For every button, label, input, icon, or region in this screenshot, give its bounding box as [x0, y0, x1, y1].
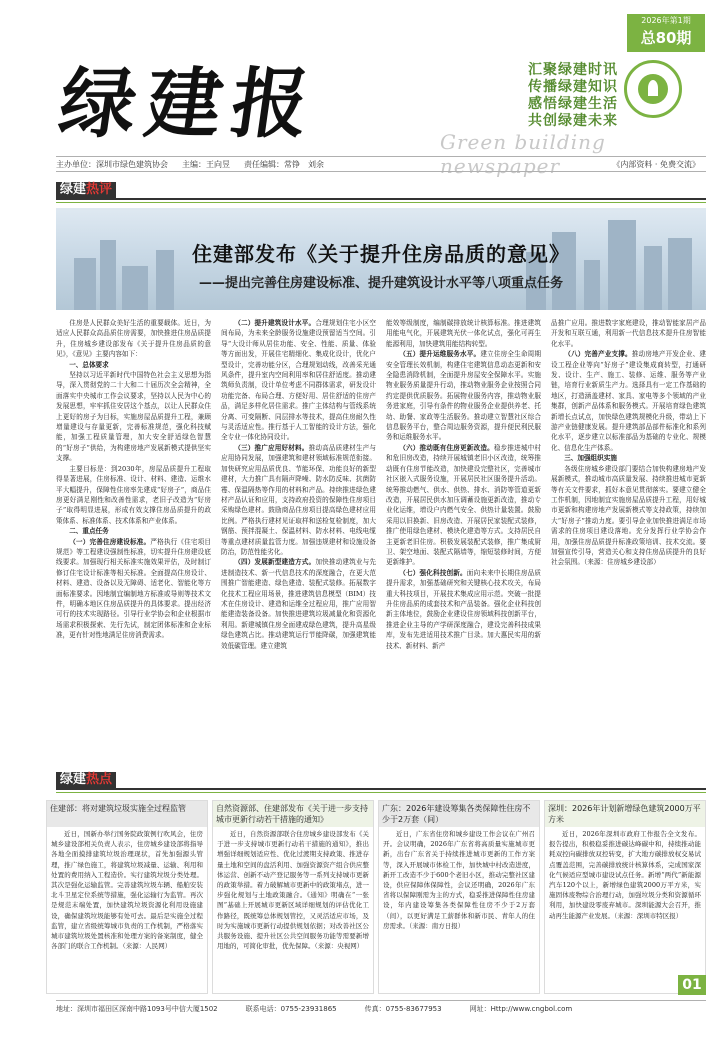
sponsor: 主办单位：深圳市绿色建筑协会: [56, 159, 168, 169]
article-column-1: [56, 318, 211, 694]
subheading: 二、重点任务: [69, 527, 109, 536]
paragraph: 主要目标是：到2030年，房屋品质提升工程取得显著进展，住房标准、设计、材料、建造、运维水平大幅提升，保障性住房率先建成“好房子”，商品住房更好满足刚性和改善性需求，老旧子改造为“好房子”取得明显进展，形成有效支撑住房品质提升的政策体系、标准体系、技术体系和产业体系。: [56, 464, 211, 525]
lead-in: （七）强化科技创新。: [399, 568, 467, 577]
slogan-3: 感悟绿建生活: [528, 96, 618, 112]
news-body: 近日，广东省住房和城乡建设工作会议在广州召开。会议明确，2026年广东省将高质量实施城市更新，出台广东省关于持续推进城市更新的工作方案等，深入开展城市体检工作，加快城中村改造进度，新开工改造不少于600个老旧小区，推动完整社区建设，供应保障体保障性，会议还明确，2026年广东省将以保障刚需为主的方式，稳妥推进保障性住房建设，年内建设筹集各类保障性住房不少于2万套（间），以更好满足工薪群体和新市民、青年人的住房需求。（来源：南方日报）: [383, 830, 535, 930]
section-tag: [56, 772, 116, 788]
footer-website[interactable]: 网址：Http://www.cngbol.com: [469, 1004, 573, 1013]
paragraph: [221, 557, 376, 651]
lead-in: （四）发展新型建造方式。: [234, 558, 316, 567]
section-rule-green: [56, 202, 706, 203]
paragraph-text: 合理规划住宅小区空间布局，为未来全龄服务设施建设预留适当空间。引导“大设计师从居住功能、安全、性能、质量、体验等方面出发，开展住宅精细化、集成化设计，优化户型设计，完善功能分区，合理规划动线，改善采光通风条件，提升室内空间利用率和居住舒适度。推动建筑师负责制，设计单位考虑不同群体需求，研发设计功能完备、布局合理、方便好用、居住舒适的住房产品，满足多样化居住需求。推广主体结构与管线系统分离、可变隔断、同层排水等技术，提高住房耐久性与灵活适应性。推行基于人工智能的设计方法，强化全专业一体化协同设计。: [221, 319, 376, 442]
paragraph-text: 严格执行《住宅项目规范》等工程建设强制性标准，切实提升住房建设底线要求。加强现行相关标准实施效果评估，及时制订修订住宅设计标准等相关标准。全面提高住房设计、材料、建造、设备以及无障碍、适老化、智能化等方面标准要求。因地制宜编制地方标准或导则等技术文件，明确本地区住房品质提升的具体要求。提出经济可行的技术实现路径。引导行业学协会和企业根据市场需求积极探索、先行先试，制定团体标准和企业标准，更有针对性地满足住房消费需求。: [56, 537, 211, 640]
news-title: 深圳：2026年计划新增绿色建筑2000万平方米: [545, 801, 705, 827]
masthead-info-bar: [56, 156, 706, 172]
news-box-4: [544, 800, 706, 994]
duty-editor: 责任编辑：常铮 刘余: [244, 159, 324, 169]
footer-fax: 传真：0755-83677953: [364, 1004, 442, 1013]
slogan-4: 共创绿建未来: [528, 113, 618, 129]
headline-banner: [56, 208, 706, 310]
issue-badge: [627, 14, 705, 52]
section-rule: [56, 198, 706, 200]
news-box-1: [46, 800, 208, 994]
footer-address: 地址：深圳市福田区深南中路1093号中信大厦1502: [56, 1004, 218, 1013]
news-body: 近日，国新办举行国务院政策例行吹风会，住房城乡建设部相关负责人表示，住房城乡建设部将指导各地全面摸排建筑垃圾治理现状，首先加强源头管理，推广绿色施工，将建筑垃圾减量、运输、利用和处置的费用纳入工程造价。实行建筑垃圾分类处理。其次是强化运输监管。完善建筑垃圾车辆、船舶安装北斗卫星定位系统等措施，强化运输行为监管。再次是规范末端处置，加快建筑垃圾资源化利用设施建设，确保建筑垃圾能够有处可去。最后是实施全过程监管，建立省级统筹城市负责的工作机制，严格落实城市建筑垃圾处置核准和处理方案的备案制度，健全各部门的联合工作机制。（来源：人民网）: [51, 830, 203, 951]
paragraph: 能效等级制度，编制碳排放统计核算标准。推进建筑用能电气化，开展建筑光伏一体化试点，强化可再生能源利用，加快建筑用能结构转型。: [386, 319, 541, 348]
section-rule-green: [56, 792, 706, 793]
issue-date: 2026年第1期: [641, 16, 691, 25]
logo-english: Green building newspaper: [440, 130, 606, 178]
news-body: 近日，自然资源部联合住房城乡建设部发布《关于进一步支持城市更新行动若干措施的通知》，推出增强详细规划适应性、优化过渡期支持政策、推进存量土地和空间的盘活利用、加强资源资产组合供应整体运营、创新不动产登记服务等一系列支持城市更新的政策举措。着力破解城市更新中的政策堵点，进一步强化规划与土地政策融合。《通知》明确在“一张图”基础上开展城市更新区域详细规划的评估优化工作路径，既统筹总体规划管控，又灵活适应市场，及时为实施城市更新行动提供规划依据；对改善社区公共服务设施、提升社区公共空间服务功能等需要新增用地的，可简化审批，优先保障。（来源：央视网）: [217, 830, 369, 951]
page-number: 01: [678, 975, 706, 995]
lead-in: （三）推广应用好材料。: [234, 443, 309, 452]
section-tag-a: 绿建: [60, 182, 87, 197]
article-column-3: [386, 318, 541, 694]
circulation-note: 《内部资料 · 免费交流》: [612, 159, 700, 169]
paragraph: [386, 568, 541, 651]
slogan-2: 传播绿建知识: [528, 79, 618, 95]
association-seal-icon: [624, 60, 682, 118]
article-column-4: [551, 318, 706, 694]
paragraph-text: 稳步推进城中村和危旧房改造，持续开展城镇老旧小区改造，统筹推动既有住房节能改造，加快建设完整社区，完善城市社区嵌入式服务设施，开展居民社区服务提升活动。统筹推动燃气、供水、供热、排水、消防等管道更新改造，开展居民供水加压调蓄设施更新改造，推动专业化运维，增设户内燃气安全、供热计量装置。鼓励采用以旧换新、旧房改造、开展居民家装配式装修，推广使用绿色建材、模块化建造等方式。支持居民自主更新老旧住房。积极发展装配式装修，推广集成厨卫、架空地面、装配式隔墙等，缩短装修时间，方便更新维护。: [386, 443, 541, 567]
news-title: 自然资源部、住建部发布《关于进一步支持城市更新行动若干措施的通知》: [213, 801, 373, 827]
section-tag-a: 绿建: [60, 772, 87, 787]
news-box-2: [212, 800, 374, 994]
seal-emblem: [638, 74, 668, 104]
news-title: 广东：2026年建设筹集各类保障性住房不少于2万套（间）: [379, 801, 539, 827]
paragraph: 住房是人民群众美好生活的重要载体。近日，为适应人民群众高品质住房需要，加快推进住房品质提升，住房城乡建设部发布《关于提升住房品质的意见》，《意见》主要内容如下：: [56, 319, 211, 359]
subheading: 一、总体要求: [69, 360, 109, 369]
section-tag: [56, 182, 116, 198]
section-header-review: [56, 180, 116, 198]
headline-title: 住建部发布《关于提升住房品质的意见》: [192, 242, 570, 266]
paragraph-text: 建立住房全生命周期安全管理长效机制，构建住宅建筑信息动态更新和安全隐患消除机制，全面提升房屋安全保障水平。实施物业服务质量提升行动，推动物业服务企业按照合同约定提供优质服务。拓展物业服务内容，推动物业服务进家庭，引导有条件的物业服务企业提供养老、托幼、助餐、家政等生活服务。推动建立智慧社区综合信息服务平台，整合周边服务资源，提升便民利民服务和运维服务水平。: [386, 350, 541, 442]
paragraph: [551, 349, 706, 453]
paragraph: 各级住房城乡建设部门要结合加快构建房地产发展新模式，推动城市高质量发展、持续推进城市更新等有关文件要求，抓好本意见贯彻落实。要建立健全工作机制，因地制宜实施房屋品质提升工程，用好城市更新和构建房地产发展新模式等支持政策，持续加大“好房子”推动力度。要引导企业加快推进满足市场需求的住房项目建设落地。充分发挥行业学协会作用，加强住房品质提升标准政策培训、技术交流。要加强宣传引导，营造关心和支持住房品质提升的良好社会氛围。（来源：住房城乡建设部）: [551, 464, 706, 567]
lead-in: （二）提升建筑设计水平。: [234, 319, 316, 327]
lead-in: （六）推动既有住房更新改造。: [399, 443, 494, 452]
news-box-3: [378, 800, 540, 994]
section-header-hotspot: [56, 770, 116, 788]
newspaper-logo: [53, 59, 325, 148]
paragraph-text: 加快推动建筑业与先进制造技术、新一代信息技术的深度融合，在更大范围推广智能建造、绿色建造、装配式装修。拓展数字化技术工程应用场景，推进建筑信息模型（BIM）技术在住房设计、建造和运维全过程应用，推广应用智能建造装备设备。加快推进建筑垃圾减量化和资源化利用。新建城镇住房全面建成绿色建筑，提升高星级绿色建筑占比。推动建筑运行节能降碳，加强建筑能效低碳管理。建立建筑: [221, 558, 376, 650]
lead-in: （一）完善住房建设标准。: [69, 537, 151, 546]
section-tag-b: 热点: [86, 772, 113, 787]
paragraph-text: 推动高品质建材生产与应用协同发展，加强建筑和建材领域标准规范衔接。加快研究应用品质优良、节能环保、功能良好的新型建材，大力推广具有隔声降噪、防水防反味、抗菌防霉、保温隔热等作用的材料和产品。持续推进绿色建材产品认证和应用，支持政府投资的保障性住房项目采购绿色建材。鼓励商品住房项目提高绿色建材应用比例。严格执行建材见证取样和送检复检制度，加大钢筋、预拌混凝土、保温材料、防水材料、电线电缆等重点建材质量监管力度。加强违规建材和设施设备防治，防范性能劣化。: [221, 443, 376, 556]
logo-char-1: 绿: [53, 59, 153, 148]
footer: [56, 1000, 706, 1016]
slogan-1: 汇聚绿建时讯: [528, 62, 618, 78]
issue-total: 总80期: [640, 29, 692, 47]
paragraph: [386, 443, 541, 568]
slogans: [528, 62, 618, 130]
subheading: 三、加强组织实施: [564, 454, 617, 463]
paragraph: [56, 537, 211, 641]
chief-editor: 主编：王向昱: [182, 159, 230, 169]
paragraph-text: 推动房地产开发企业、建设工程企业等向“好房子”建设集成商转型，打通研发、设计、生产、施工、装修、运维、服务等产业链，培育行业新质生产力。选择具有一定工作基础的地区，打造涵盖建材、家具、家电等多个领域的产业集群，创新产品体系和服务模式。开展培育绿色建筑新增长点试点，加快绿色建筑规模化升级，带动上下游产业链健康发展。提升建筑部品部件标准化和系列化水平，逐步建立以标准部品为基础的专业化、规模化、信息化生产体系。: [551, 350, 706, 452]
news-body: 近日，2026年深圳市政府工作报告全文发布。报告提出，积极稳妥推进碳达峰碳中和，持续推动能耗双控向碳排放双控转变，扩大地方碳排放权交易试点覆盖范围，完善碳排放统计核算体系，完成国家深化气候适应型城市建设试点任务。新增“两代”新能源汽车120个以上，新增绿色建筑2000万平方米，实施固体废物综合治理行动，加强垃圾分类和资源循环利用，加快建设零废弃城市。深圳能源大会召开，推动再生能源产业发展。（来源：深圳市特区报）: [549, 830, 701, 920]
lead-in: （八）完善产业支撑。: [564, 350, 632, 359]
lead-in: （五）提升运维服务水平。: [399, 350, 481, 359]
main-article: [56, 318, 706, 694]
paragraph: 坚持以习近平新时代中国特色社会主义思想为指导，深入贯彻党的二十大和二十届历次全会精神，全面落实中央城市工作会议要求，坚持以人民为中心的发展思想，牢牢抓住安居这个基点，以让人民群众住上更好的房子为目标，实施房屋品质提升工程，兼顾增量建设与存量更新，完善标准规范，强化科技赋能，加强工程质量管理，加大安全舒适绿色智慧的“好房子”供给，为构建房地产发展新模式提供坚实支撑。: [56, 371, 211, 463]
paragraph-text: 面向未来中长期住房品质提升需求，加强基础研究和关键核心技术攻关，布局重大科技项目，开展技术集成应用示范。突破一批提升住房品质的成套技术和产品装备。强化企业科技创新主体地位，鼓励企业建设住房领域科技创新平台，推进企业主导的产学研深度融合，建设完善科技成果库，发布先进适用技术推广目录。加大惠民实用的新技术、新材料、新产: [386, 568, 541, 650]
news-title: 住建部：将对建筑垃圾实施全过程监管: [47, 801, 207, 827]
paragraph: [221, 443, 376, 557]
headline-subtitle: ——提出完善住房建设标准、提升建筑设计水平等八项重点任务: [198, 276, 563, 291]
paragraph: 品推广应用。推进数字家庭建设，推动智能家居产品开发和互联互通，利用新一代信息技术提升住房智能化水平。: [551, 319, 706, 348]
logo-char-2: 建: [139, 59, 239, 148]
section-tag-b: 热评: [86, 182, 113, 197]
section-rule: [56, 788, 706, 790]
paragraph: [221, 318, 376, 443]
footer-phone: 联系电话：0755-23931865: [245, 1004, 337, 1013]
article-column-2: [221, 318, 376, 694]
paragraph: [386, 349, 541, 443]
news-boxes: [46, 800, 706, 994]
logo-char-3: 报: [225, 59, 325, 148]
